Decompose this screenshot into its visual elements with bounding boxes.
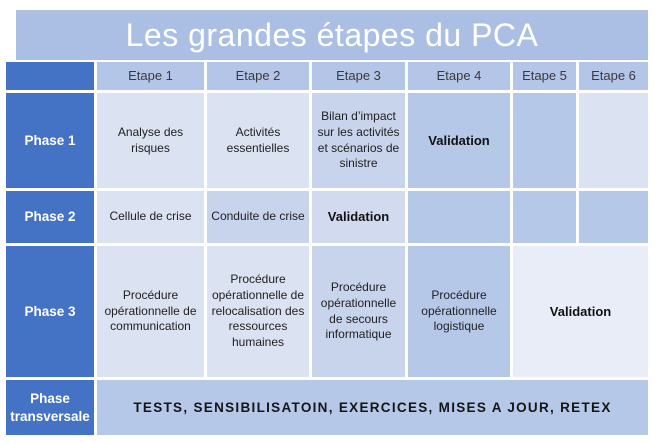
title-bar — [16, 10, 648, 60]
cell-phase1-etape6-empty — [579, 93, 648, 188]
cell-phase2-etape4-empty — [408, 191, 510, 243]
row-header-phase-1: Phase 1 — [6, 93, 94, 188]
row-header-phase-transversale: Phase transversale — [6, 380, 94, 435]
cell-phase3-etape5-6-validation: Validation — [513, 246, 648, 377]
cell-transversale-merged: TESTS, SENSIBILISATOIN, EXERCICES, MISES A JOUR, RETEX — [97, 380, 648, 435]
cell-phase2-etape5-empty — [513, 191, 576, 243]
col-header-etape-4: Etape 4 — [408, 62, 510, 90]
pca-table — [6, 62, 648, 435]
cell-phase3-etape4: Procédure opérationnelle logistique — [408, 246, 510, 377]
col-header-etape-5: Etape 5 — [513, 62, 576, 90]
cell-phase1-etape1: Analyse des risques — [97, 93, 204, 188]
col-header-etape-6: Etape 6 — [579, 62, 648, 90]
corner-cell — [6, 62, 94, 90]
col-header-etape-1: Etape 1 — [97, 62, 204, 90]
cell-phase1-etape3: Bilan d’impact sur les activités et scénarios de sinistre — [312, 93, 405, 188]
cell-phase3-etape1: Procédure opérationnelle de communication — [97, 246, 204, 377]
cell-phase2-etape1: Cellule de crise — [97, 191, 204, 243]
cell-phase1-etape2: Activités essentielles — [207, 93, 309, 188]
page-title: Les grandes étapes du PCA — [125, 16, 539, 53]
cell-phase2-etape6-empty — [579, 191, 648, 243]
cell-phase1-etape5-empty — [513, 93, 576, 188]
row-header-phase-3: Phase 3 — [6, 246, 94, 377]
col-header-etape-3: Etape 3 — [312, 62, 405, 90]
col-header-etape-2: Etape 2 — [207, 62, 309, 90]
cell-phase3-etape2: Procédure opérationnelle de relocalisation des ressources humaines — [207, 246, 309, 377]
cell-phase2-etape2: Conduite de crise — [207, 191, 309, 243]
cell-phase3-etape3: Procédure opérationnelle de secours informatique — [312, 246, 405, 377]
cell-phase2-etape3-validation: Validation — [312, 191, 405, 243]
cell-phase1-etape4-validation: Validation — [408, 93, 510, 188]
row-header-phase-2: Phase 2 — [6, 191, 94, 243]
